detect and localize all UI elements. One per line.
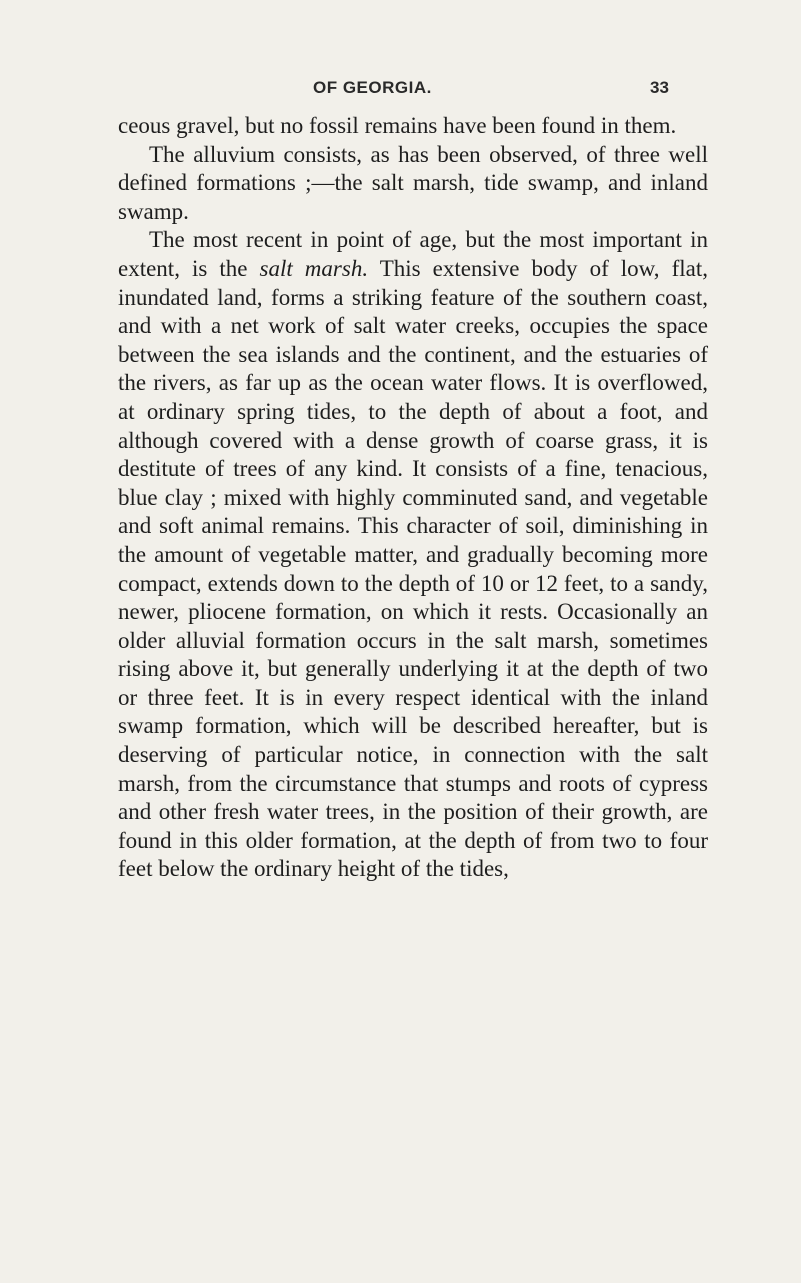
running-header (0, 78, 801, 106)
paragraph-continuation: ceous gravel, but no fossil remains have been found in them. (118, 113, 677, 138)
paragraph-salt-marsh-lead: The most recent in point of age, but the most important in extent, is the (118, 227, 708, 281)
paragraph-salt-marsh-body: This extensive body of low, flat, inundated land, forms a striking feature of the southern coast, and with a net work of salt water creeks, occupies the space between the sea islands and the continent, and the estuaries of the rivers, as far up as the ocean water flows. It is overflowed, at ordinary spring tides, to the depth of about a foot, and although covered with a dense growth of coarse grass, it is destitute of trees of any kind. It consists of a fine, tenacious, blue clay ; mixed with highly comminuted sand, and vegetable and soft animal remains. This character of soil, diminishing in the amount of vegetable matter, and gradually becoming more compact, extends down to the depth of 10 or 12 feet, to a sandy, newer, pliocene formation, on which it rests. Occasionally an older alluvial formation occurs in the salt marsh, sometimes rising above it, but generally underlying it at the depth of two or three feet. It is in every respect identical with the inland swamp formation, which will be described hereafter, but is deserving of particular notice, in connection with the salt marsh, from the circumstance that stumps and roots of cypress and other fresh water trees, in the position of their growth, are found in this older formation, at the depth of from two to four feet below the ordinary height of the tides, (118, 255, 708, 882)
paragraph-salt-marsh (118, 226, 708, 884)
paragraph-alluvium: The alluvium consists, as has been observed, of three well defined formations ;—the salt marsh, tide swamp, and inland swamp. (118, 141, 708, 224)
salt-marsh-term: salt marsh. (259, 255, 369, 281)
running-title: OF GEORGIA. (313, 78, 432, 97)
body-text (118, 112, 708, 884)
page-number: 33 (650, 78, 669, 97)
